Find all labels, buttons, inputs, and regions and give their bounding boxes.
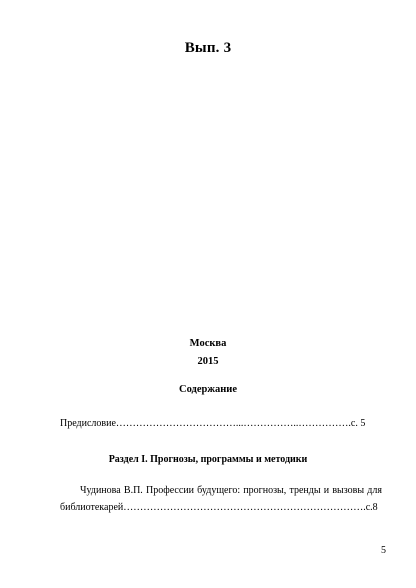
issue-number: Вып. 3 bbox=[184, 40, 232, 56]
publication-city: Москва bbox=[189, 338, 227, 349]
page-number: 5 bbox=[381, 545, 386, 556]
section-heading: Раздел I. Прогнозы, программы и методики bbox=[108, 454, 308, 465]
publication-year: 2015 bbox=[197, 356, 219, 367]
toc-entry-preface: Предисловие………………………………...……………..…………….с. 5 bbox=[60, 418, 366, 429]
toc-entry-line-2: библиотекарей……………………………………………………………….с.8 bbox=[60, 502, 378, 513]
contents-heading: Содержание bbox=[179, 384, 237, 395]
toc-entry-line-1: Чудинова В.П. Профессии будущего: прогнозы, тренды и вызовы для bbox=[80, 485, 382, 496]
